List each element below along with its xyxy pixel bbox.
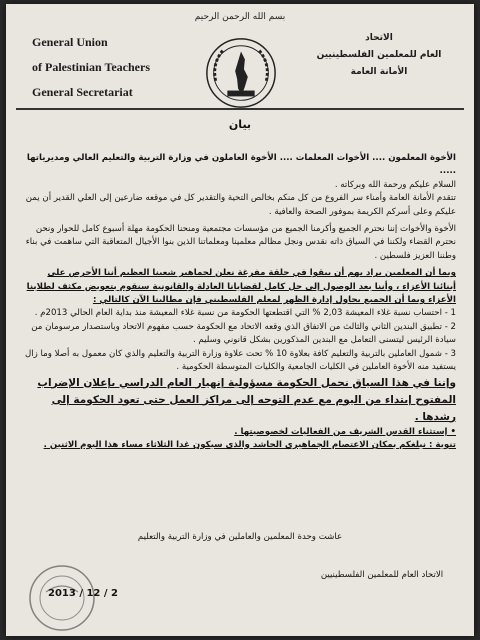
paragraph-demands-intro: وبما أن المعلمين يراد بهم أن يبقوا في حلقة مفرغة نعلن لجماهير شعبنا العظيم أننا الأحرص على أبنائنا الأعزاء ، وأننا بعد الوصول إلى حل كامل لقضايانا العادلة والقانونية سنقوم بتعويض مكثف لطلابنا الأعزاء وبما أن الجميع يحاول إدارة الظهر لمعلم الفلسطيني فإن مطالبنا الآن كالتالي : [26, 268, 456, 306]
letterhead-en-line3: General Secretariat [32, 85, 133, 99]
demand-item-2: 2 - تطبيق البندين الثاني والثالث من الاتفاق الذي وقعه الاتحاد مع الحكومة حسب مفهوم الاتحاد وباستصدار مرسومان من سيادة الرئيس ليتسنى التعامل مع البندين المذكورين بشكل قانوني وسليم . [31, 321, 456, 346]
letterhead-en-line2: of Palestinian Teachers [32, 60, 151, 74]
note: تنوية : نبلغكم بمكان الاعتصام الجماهيري الحاشد والذي سيكون غدا الثلاثاء مساء هذا اليوم الاثنين . [43, 439, 456, 450]
document-date: 2013 / 12 / 2 [48, 588, 118, 599]
letterhead-ar-line3: الأمانة العامة [350, 67, 408, 77]
closing-line: عاشت وحدة المعلمين والعاملين في وزارة التربية والتعليم [137, 532, 343, 542]
letterhead-ar-line1: الاتحاد [365, 33, 393, 43]
document-page [6, 4, 474, 636]
salutation: الأخوة المعلمون .... الأخوات المعلمات .... الأخوة العاملون في وزارة التربية والتعليم العالي ومديرياتها ..... [26, 153, 456, 177]
union-emblem-icon [202, 34, 280, 112]
letterhead-arabic [304, 30, 454, 81]
letterhead-english [32, 30, 182, 105]
paragraph-respect: الأخوة والأخوات إننا نحترم الجميع وأكرمنا الجميع من مؤسسات مجتمعية ومنحنا الحكومة مهلة أسبوع كامل للحوار ونحن نحترم القضاء ولكننا في السياق ذاته نقدس ونجل مظالم معلمينا ومعلماتنا الذين بنوا الأجيال المتعاقبة التي ساهمت في بناء وطننا العزيز فلسطين . [25, 224, 456, 261]
jerusalem-exception: • إستثناء القدس الشريف من الفعاليات لخصوصيتها . [22, 426, 456, 439]
greeting: السلام عليكم ورحمة الله وبركاته . [334, 179, 456, 190]
header-divider [16, 108, 464, 110]
basmala: بسم الله الرحمن الرحيم [194, 12, 286, 22]
paragraph-thanks: تتقدم الأمانة العامة وأمناء سر الفروع من كل منكم بخالص التحية والتقدير كل في موقعه ضارعين إلى العلي القدير أن يمن عليكم وعلى أسركم الكريمة بموفور الصحة والعافية . [25, 193, 456, 217]
document-title: بيان [228, 118, 252, 131]
demand-item-3: 3 - شمول العاملين بالتربية والتعليم كافة بعلاوة 10 % تحت علاوة وزارة التربية والتعليم والذي كان معمول به أصلا وما زال يستفيد منه الأخوة العاملين في الكليات الجامعية والكليات المتوسطة الحكومية . [25, 348, 456, 373]
statement-body [22, 152, 456, 452]
letterhead-en-line1: General Union [32, 35, 108, 49]
strike-announcement: وإننا في هذا السياق نحمل الحكومة مسؤولية إنهيار العام الدراسي بإعلان الإضراب المفتوح إبتداء من اليوم مع عدم التوجه إلى مراكز العمل حتى تعود الحكومة إلى رشدها . [37, 376, 456, 423]
demand-item-1: 1 - احتساب نسبة غلاء المعيشة 2,03 % التي اقتطعتها الحكومة من نسبة غلاء المعيشة منذ بداية العام الحالي 2013م . [34, 308, 456, 319]
letterhead-ar-line2: العام للمعلمين الفلسطينيين [316, 50, 442, 60]
signature: الاتحاد العام للمعلمين الفلسطينيين [320, 570, 444, 580]
